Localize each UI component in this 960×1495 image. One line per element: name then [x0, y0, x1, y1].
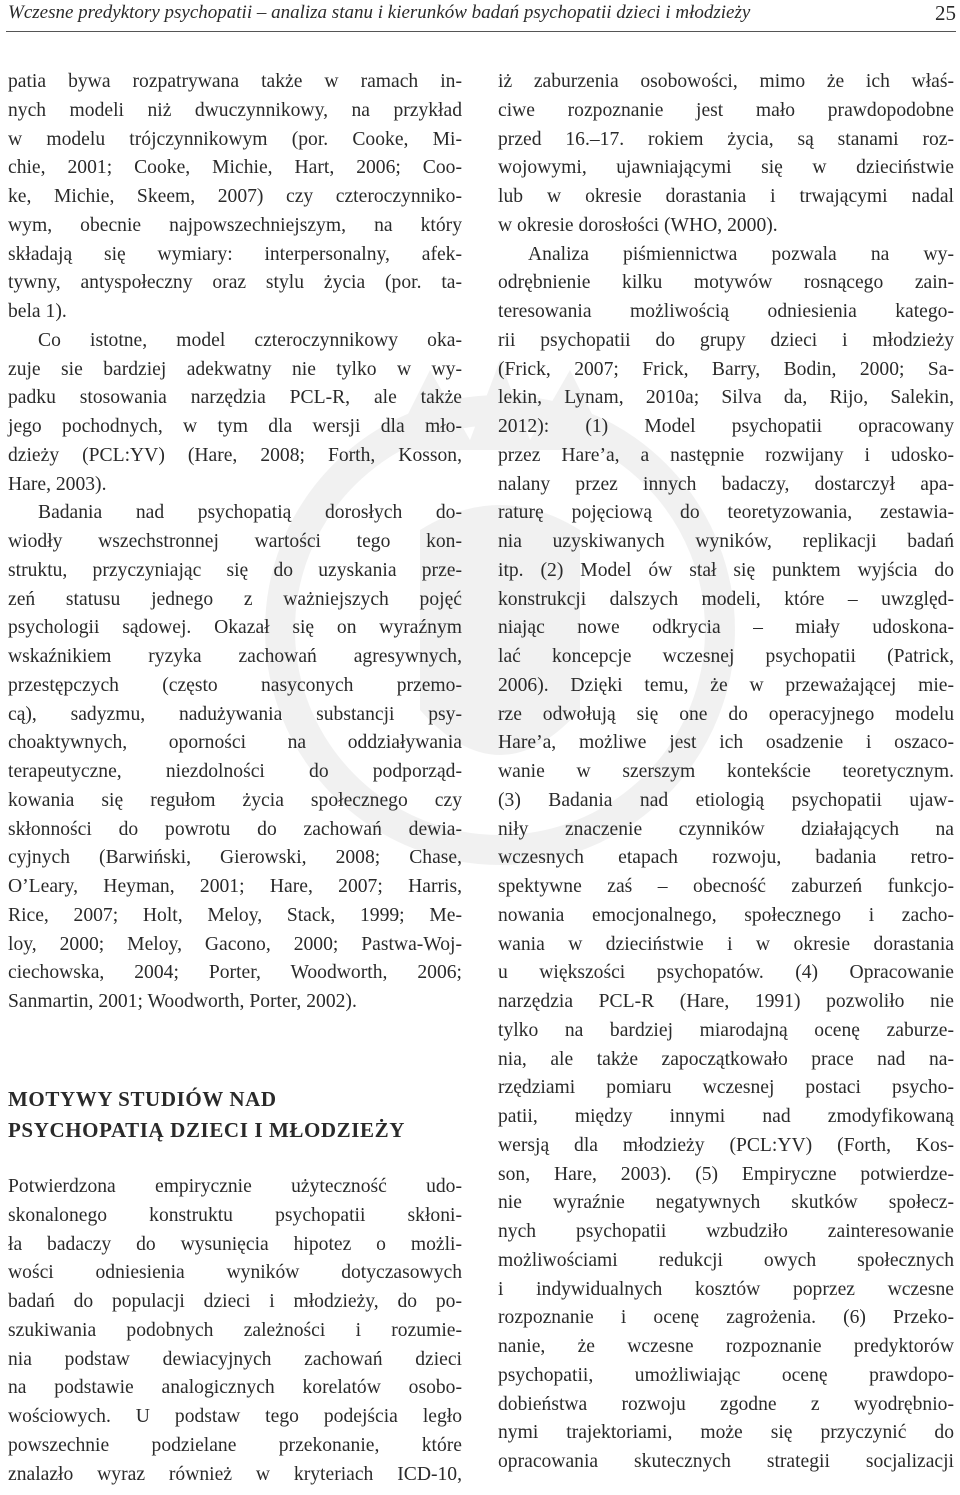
- text-line: Rice, 2007; Holt, Meloy, Stack, 1999; Me-: [8, 904, 462, 926]
- text-line: nanie, że wczesne rozpoznanie predyktorów: [498, 1336, 954, 1357]
- text-line: rzędziami pomiaru wczesnej postaci psycho-: [498, 1077, 954, 1099]
- text-line: nia podstaw dewiacyjnych zachowań dzieci: [8, 1348, 462, 1370]
- text-line: (Frick, 2007; Frick, Barry, Bodin, 2000; Sa-: [498, 358, 954, 380]
- text-line: Potwierdzona empirycznie użyteczność udo-: [8, 1176, 462, 1197]
- text-line: ła badaczy do wysunięcia hipotez o możli-: [8, 1233, 462, 1255]
- text-line: Hare’a, możliwe jest ich osadzenie i oszaco-: [498, 732, 954, 754]
- text-line: wojowymi, ujawniającymi się w dzieciństwie: [498, 157, 954, 179]
- text-line: nymi trajektoriami, może się przyczynić do: [498, 1422, 954, 1444]
- running-header: [6, 0, 956, 32]
- text-line: skłonności do powrotu do zachowań dewia-: [8, 818, 462, 840]
- text-line: iż zaburzenia osobowości, mimo że ich właś-: [498, 71, 954, 92]
- text-line: nych modeli niż dwuczynnikowy, na przykład: [8, 99, 462, 121]
- text-line: powszechnie podzielane przekonanie, które: [8, 1434, 462, 1456]
- text-line: na podstawie analogicznych korelatów osobo-: [8, 1377, 462, 1399]
- text-line: Badania nad psychopatią dorosłych do-: [38, 502, 462, 524]
- text-line: wanie w szerszym kontekście teoretycznym.: [498, 761, 954, 782]
- text-line: son, Hare, 2003). (5) Empiryczne potwierdze-: [498, 1163, 954, 1185]
- text-line: wczesnych etapach rozwoju, badania retro-: [498, 847, 954, 869]
- text-line: szukiwania podobnych zależności i rozumie-: [8, 1319, 462, 1341]
- text-line: O’Leary, Heyman, 2001; Hare, 2007; Harris,: [8, 876, 462, 897]
- text-line: psychopatii, umożliwiając ocenę prawdopo-: [498, 1364, 954, 1386]
- text-line: patia bywa rozpatrywana także w ramach in-: [8, 71, 462, 92]
- text-line: lub w okresie dorastania i trwającymi nadal: [498, 186, 954, 207]
- text-line: przed 16.–17. rokiem życia, są stanami roz-: [498, 128, 954, 150]
- text-line: nie wyraźnie negatywnych skutków społecz-: [498, 1192, 954, 1214]
- text-line: przez Hare’a, a następnie rozwijany i udosko-: [498, 444, 954, 466]
- text-line: dzieży (PCL:YV) (Hare, 2008; Forth, Kosson,: [8, 444, 462, 466]
- text-line: odrębnienie kilku motywów rosnącego zain-: [498, 272, 954, 294]
- text-line: składają się wymiary: interpersonalny, afek-: [8, 243, 462, 265]
- text-line: zeń statusu jednego z ważniejszych pojęć: [8, 588, 462, 610]
- text-line: rze odwołują się one do operacyjnego modelu: [498, 703, 954, 725]
- text-line: cą), sadyzmu, nadużywania substancji psy-: [8, 703, 462, 725]
- text-line: kowania się regułom życia społecznego czy: [8, 789, 462, 811]
- text-line: przestępczych (często nasyconych przemo-: [8, 674, 462, 696]
- text-line: możliwościami redukcji owych społecznych: [498, 1249, 954, 1271]
- text-line: ciechowska, 2004; Porter, Woodworth, 2006;: [8, 962, 462, 984]
- text-line: i indywidualnych kosztów poprzez wczesne: [498, 1278, 954, 1300]
- text-line: ciwe rozpoznanie jest mało prawdopodobne: [498, 99, 954, 121]
- text-line: tywny, antyspołeczny oraz stylu życia (por. ta-: [8, 272, 462, 294]
- text-line: lać koncepcje wczesnej psychopatii (Patrick,: [498, 646, 954, 667]
- text-line: lekin, Lynam, 2010a; Silva da, Rijo, Salekin,: [498, 387, 954, 409]
- text-line: jego pochodnych, w tym dla wersji dla mło-: [8, 416, 462, 437]
- text-line: psychologii sądowej. Okazał się on wyraźnym: [8, 617, 462, 639]
- text-line: cyjnych (Barwiński, Gierowski, 2008; Chase,: [8, 847, 462, 869]
- text-line: znalazło wyraz również w kryteriach ICD-10,: [8, 1463, 462, 1485]
- text-line: wersją dla młodzieży (PCL:YV) (Forth, Kos-: [498, 1134, 954, 1156]
- text-line: raturę pojęciową do teoretyzowania, zestawia-: [498, 502, 954, 524]
- text-line: badań do populacji dzieci i młodzieży, do po-: [8, 1291, 462, 1312]
- text-line: nowania emocjonalnego, społecznego i zacho-: [498, 904, 954, 926]
- text-line: w okresie dorosłości (WHO, 2000).: [498, 214, 778, 236]
- text-line: wym, obecnie najpowszechniejszym, na który: [8, 214, 462, 236]
- text-line: wiodły wszechstronnej wartości tego kon-: [8, 531, 462, 552]
- text-line: choaktywnych, oporności na oddziaływania: [8, 732, 462, 754]
- text-line: niły znaczenie czynników działających na: [498, 818, 954, 840]
- text-line: rozpoznanie i ocenę zagrożenia. (6) Przeko-: [498, 1307, 954, 1329]
- text-line: konstrukcji dalszych modeli, które – uwzględ-: [498, 588, 954, 610]
- text-line: teresowania możliwością odniesienia katego-: [498, 301, 954, 322]
- page-number: 25: [935, 1, 956, 25]
- text-line: bela 1).: [8, 301, 67, 322]
- text-line: Sanmartin, 2001; Woodworth, Porter, 2002).: [8, 991, 357, 1012]
- text-line: wości odniesienia wyników dotyczasowych: [8, 1262, 462, 1284]
- text-line: zuje sie bardziej adekwatny nie tylko w wy-: [8, 358, 462, 380]
- section-heading-line-1: MOTYWY STUDIÓW NAD: [8, 1087, 277, 1111]
- text-line: opracowania skutecznych strategii socjalizacji: [498, 1451, 954, 1472]
- text-line: nych psychopatii wzbudziło zainteresowanie: [498, 1221, 954, 1242]
- text-line: patii, między innymi nad zmodyfikowaną: [498, 1106, 954, 1127]
- text-line: tylko na bardziej miarodajną ocenę zaburze-: [498, 1019, 954, 1041]
- text-line: wskaźnikiem ryzyka zachowań agresywnych,: [8, 646, 462, 667]
- text-line: wościowych. U podstaw tego podejścia legło: [8, 1406, 462, 1427]
- text-line: itp. (2) Model ów stał się punktem wyjścia do: [498, 559, 954, 581]
- text-line: ke, Michie, Skeem, 2007) czy czteroczynniko-: [8, 186, 462, 207]
- section-heading-line-2: PSYCHOPATIĄ DZIECI I MŁODZIEŻY: [8, 1118, 406, 1142]
- text-line: u większości psychopatów. (4) Opracowanie: [498, 962, 954, 984]
- text-line: dobieństwa rozwoju zgodne z wyodrębnio-: [498, 1393, 954, 1415]
- text-line: nia uzyskiwanych wyników, replikacji badań: [498, 531, 954, 552]
- text-line: struktu, przyczyniając się do uzyskania prze-: [8, 559, 462, 581]
- text-line: padku stosowania narzędzia PCL-R, ale także: [8, 387, 462, 409]
- text-line: wania w dzieciństwie i w okresie dorastania: [498, 933, 954, 955]
- text-line: loy, 2000; Meloy, Gacono, 2000; Pastwa-Woj-: [8, 933, 462, 955]
- text-line: 2006). Dzięki temu, że w przeważającej mie-: [498, 674, 954, 696]
- text-line: rii psychopatii do grupy dzieci i młodzieży: [498, 329, 954, 351]
- text-line: niając nowe odkrycia – miały udoskona-: [498, 617, 954, 639]
- text-line: terapeutyczne, niezdolności do podporząd-: [8, 761, 462, 782]
- text-line: w modelu trójczynnikowym (por. Cooke, Mi-: [8, 128, 462, 150]
- text-line: spektywne zaś – obecność zaburzeń funkcjo-: [498, 876, 954, 897]
- text-line: skonalonego konstruktu psychopatii skłoni-: [8, 1204, 462, 1226]
- running-header-title: Wczesne predyktory psychopatii – analiza stanu i kierunków badań psychopatii dzieci i młodzieży: [8, 2, 751, 23]
- text-line: 2012): (1) Model psychopatii opracowany: [498, 416, 954, 437]
- text-line: Analiza piśmiennictwa pozwala na wy-: [528, 243, 954, 265]
- text-line: Hare, 2003).: [8, 473, 107, 495]
- text-line: narzędzia PCL-R (Hare, 1991) pozwoliło nie: [498, 991, 954, 1012]
- text-line: (3) Badania nad etiologią psychopatii ujaw-: [498, 789, 954, 811]
- text-line: Co istotne, model czteroczynnikowy oka-: [38, 329, 462, 351]
- text-line: nalany przez innych badaczy, dostarczył apa-: [498, 473, 954, 495]
- text-line: chie, 2001; Cooke, Michie, Hart, 2006; Coo-: [8, 157, 462, 179]
- text-line: nia, ale także zapoczątkowało prace nad na-: [498, 1048, 954, 1070]
